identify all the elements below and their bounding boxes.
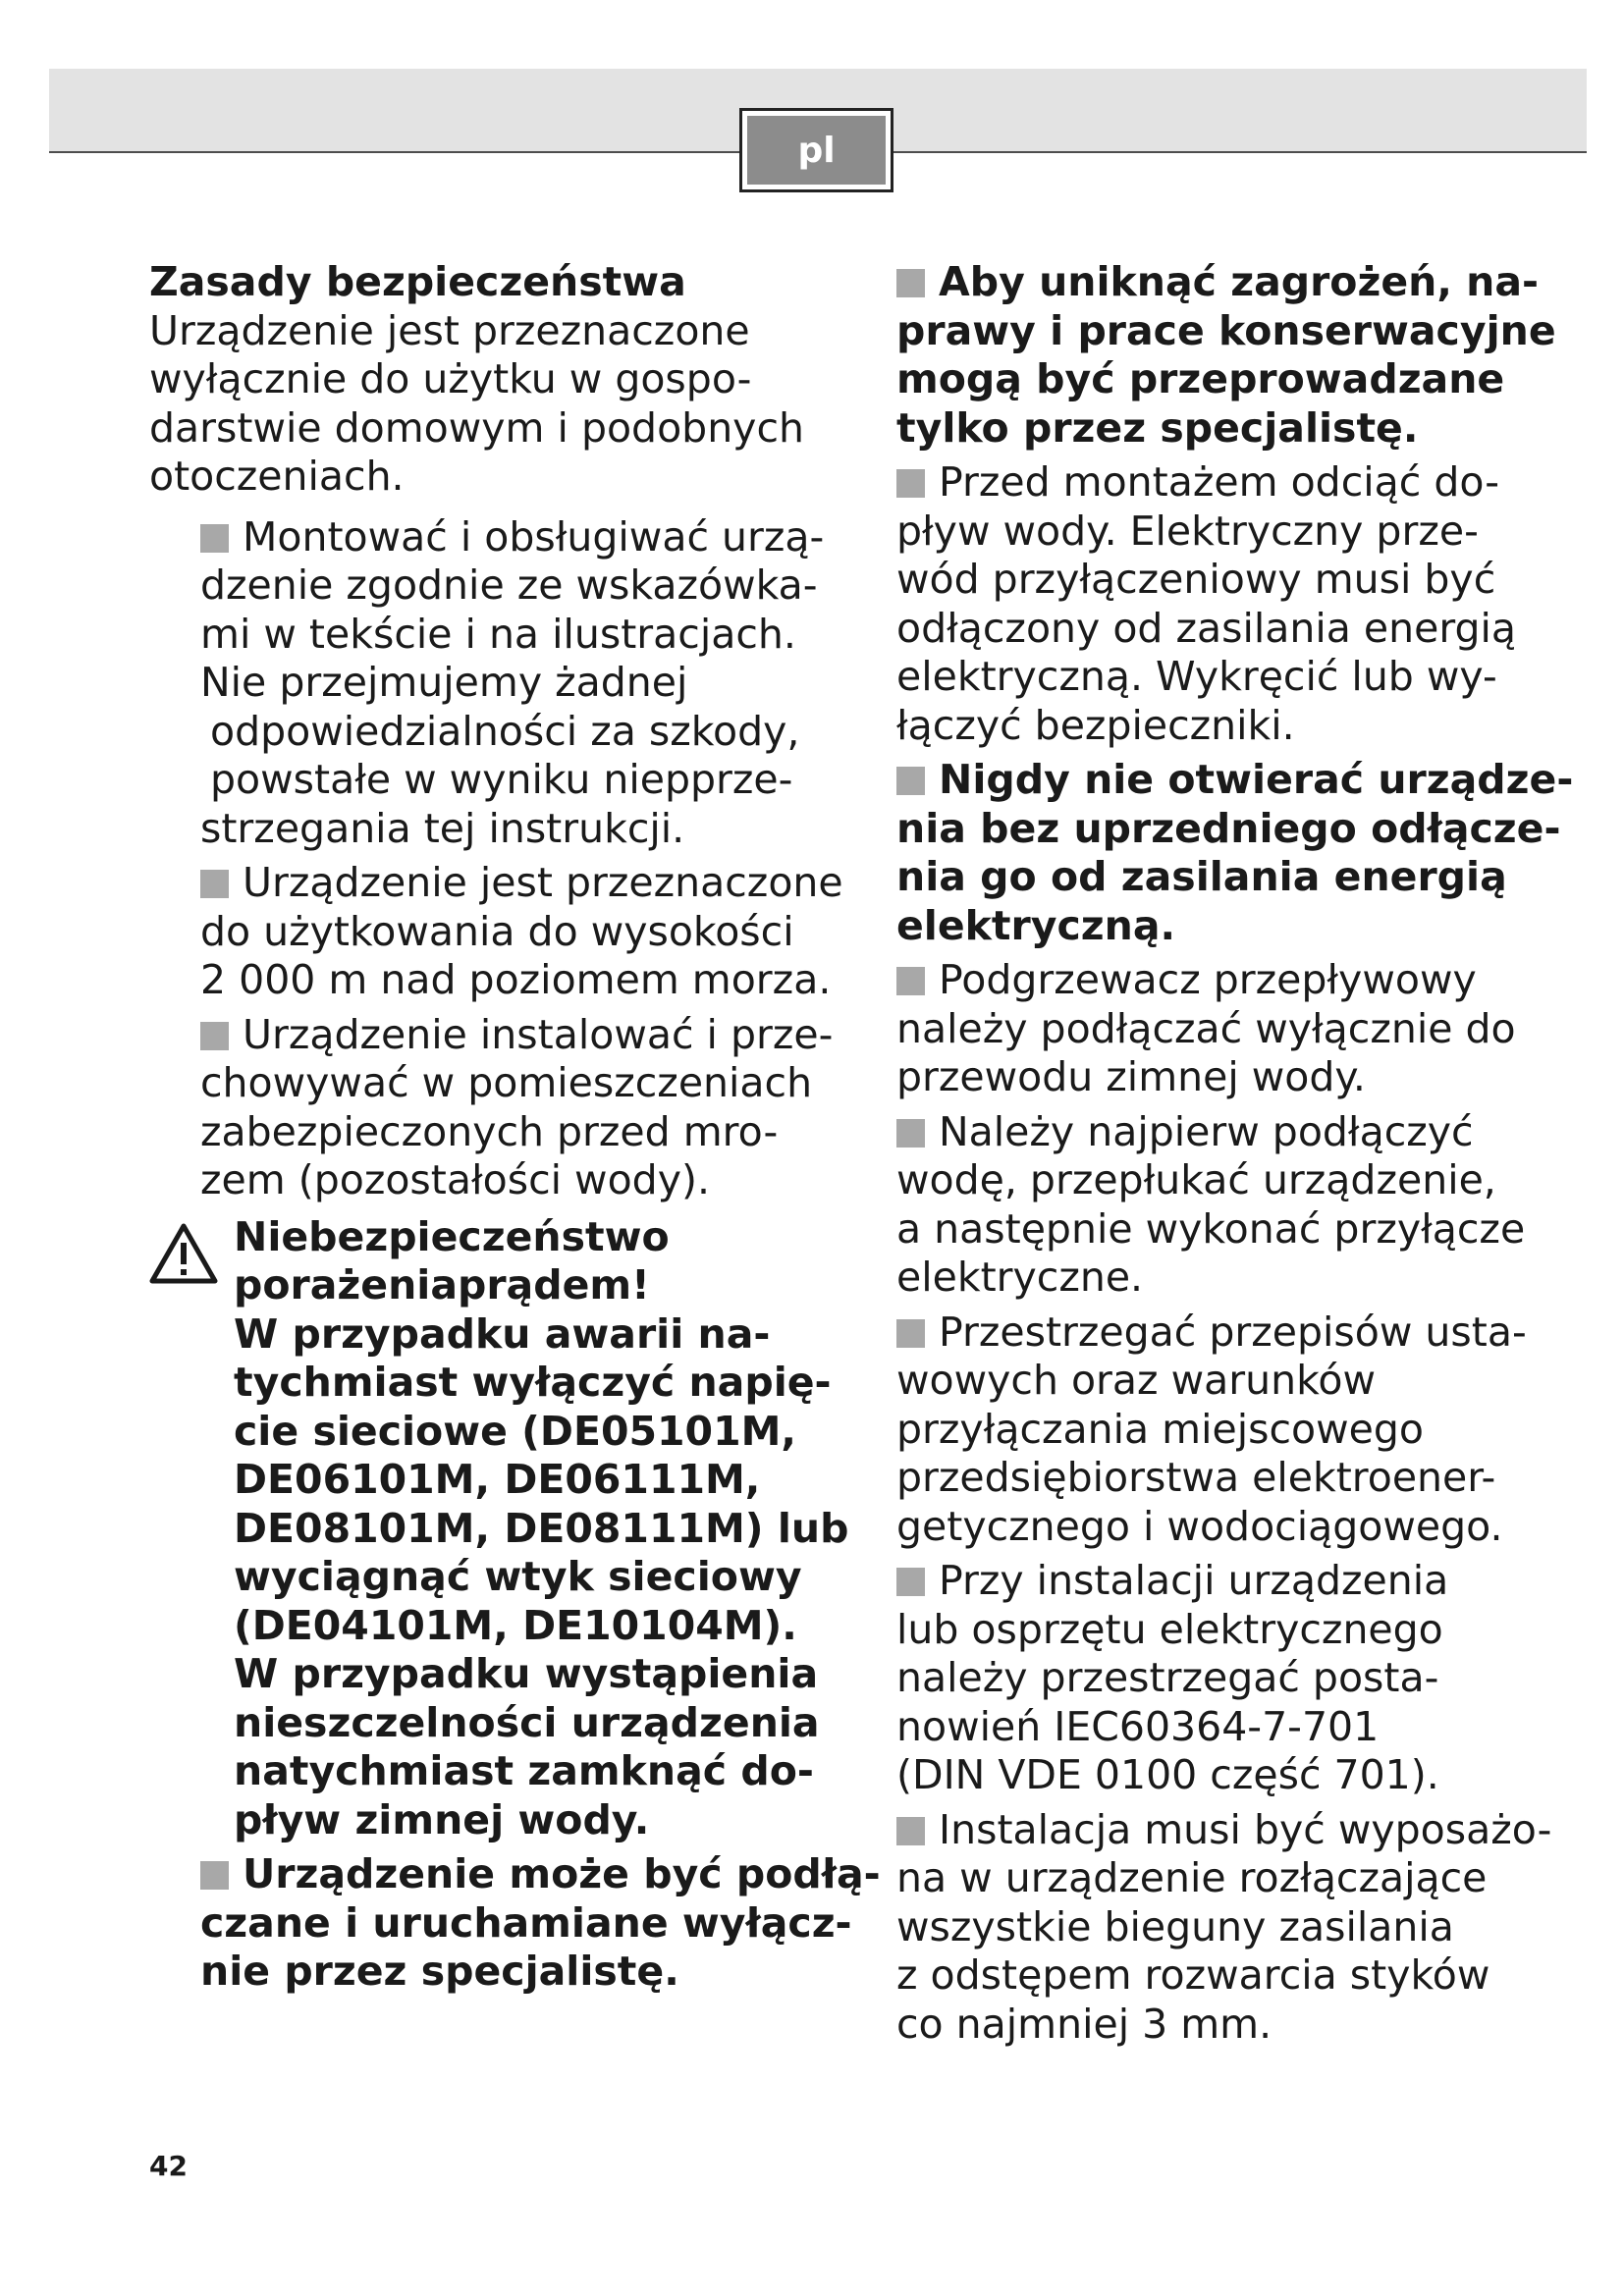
safety-item <box>896 1108 1544 1303</box>
item-line: tylko przez specjalistę. <box>896 403 1419 452</box>
safety-item <box>200 1011 846 1205</box>
item-line: prawy i prace konserwacyjne <box>896 306 1556 354</box>
item-line: Aby uniknąć zagrożeń, na- <box>939 258 1540 305</box>
intro-line: otoczeniach. <box>149 453 405 500</box>
item-line: nowień IEC60364-7-701 <box>896 1702 1380 1750</box>
item-line: wód przyłączeniowy musi być <box>896 556 1496 603</box>
bullet-square-icon <box>200 524 229 553</box>
item-line: wodę, przepłukać urządzenie, <box>896 1156 1496 1203</box>
item-line: przyłączania miejscowego <box>896 1405 1424 1453</box>
intro-line: darstwie domowym i podobnych <box>149 403 804 452</box>
item-line: przewodu zimnej wody. <box>896 1053 1366 1100</box>
warning-triangle-icon <box>149 1223 218 1284</box>
safety-item-bold <box>896 756 1574 950</box>
safety-item <box>896 1308 1544 1552</box>
item-line: nia go od zasilania energią <box>896 853 1507 900</box>
item-line: zabezpieczonych przed mro- <box>200 1107 779 1155</box>
safety-item <box>896 458 1544 750</box>
left-column <box>149 258 881 2002</box>
item-line: należy podłączać wyłącznie do <box>896 1004 1516 1052</box>
item-line: odłączony od zasilania energią <box>896 604 1517 652</box>
language-label: pl <box>747 116 886 185</box>
item-line: Montować i obsługiwać urzą- <box>243 512 825 561</box>
item-line: do użytkowania do wysokości <box>200 907 794 955</box>
item-line: 2 000 m nad poziomem morza. <box>200 956 832 1003</box>
item-line: Należy najpierw podłączyć <box>939 1107 1474 1155</box>
intro-paragraph <box>149 307 846 502</box>
item-line: (DIN VDE 0100 część 701). <box>896 1751 1439 1798</box>
warning-line: (DE04101M, DE10104M). <box>234 1601 797 1649</box>
item-line: wszystkie bieguny zasilania <box>896 1902 1454 1950</box>
safety-item <box>200 513 846 854</box>
item-line: mi w tekście i na ilustracjach. <box>200 610 796 658</box>
item-line: Instalacja musi być wyposażo- <box>939 1805 1552 1853</box>
warning-line: pływ zimnej wody. <box>234 1795 650 1843</box>
item-line: chowywać w pomieszczeniach <box>200 1059 813 1106</box>
warning-line: porażeniaprądem! <box>234 1261 650 1308</box>
safety-item <box>200 859 846 1005</box>
safety-item <box>896 1557 1544 1800</box>
warning-line: DE06101M, DE06111M, <box>234 1456 761 1503</box>
warning-line: W przypadku wystąpienia <box>234 1650 819 1697</box>
item-line: zem (pozostałości wody). <box>200 1156 710 1203</box>
bullet-square-icon <box>200 870 229 898</box>
item-line: getycznego i wodociągowego. <box>896 1502 1503 1550</box>
intro-line: wyłącznie do użytku w gospo- <box>149 355 752 402</box>
item-line: mogą być przeprowadzane <box>896 355 1505 402</box>
item-line: lub osprzętu elektrycznego <box>896 1605 1443 1653</box>
item-line: wowych oraz warunków <box>896 1357 1376 1404</box>
item-line: Podgrzewacz przepływowy <box>939 956 1477 1003</box>
bullet-square-icon <box>200 1022 229 1050</box>
safety-item <box>896 1805 1552 2050</box>
item-line: elektryczną. <box>896 901 1176 949</box>
bullet-square-icon <box>896 1319 925 1348</box>
item-line: Nigdy nie otwierać urządze- <box>939 756 1574 803</box>
bullet-square-icon <box>896 967 925 995</box>
warning-line: natychmiast zamknąć do- <box>234 1747 814 1794</box>
bullet-square-icon <box>896 1568 925 1596</box>
language-tab <box>739 108 893 192</box>
item-line: przedsiębiorstwa elektroener- <box>896 1454 1496 1501</box>
warning-line: Niebezpieczeństwo <box>234 1212 670 1260</box>
warning-line: nieszczelności urządzenia <box>234 1698 820 1746</box>
item-line: na w urządzenie rozłączające <box>896 1854 1488 1901</box>
bullet-square-icon <box>896 767 925 795</box>
item-line: strzegania tej instrukcji. <box>200 804 685 852</box>
item-line: czane i uruchamiane wyłącz- <box>200 1898 852 1947</box>
item-line: odpowiedzialności za szkody, <box>210 707 800 755</box>
item-line: Urządzenie może być podłą- <box>243 1850 881 1897</box>
item-line: co najmniej 3 mm. <box>896 2000 1272 2048</box>
page-number: 42 <box>149 2150 188 2182</box>
safety-item-bold <box>896 258 1556 453</box>
item-line: powstałe w wyniku niepprze- <box>210 756 793 803</box>
item-line: nia bez uprzedniego odłącze- <box>896 804 1561 852</box>
section-heading: Zasady bezpieczeństwa <box>149 258 686 305</box>
item-line: Urządzenie jest przeznaczone <box>243 859 843 906</box>
warning-line: DE08101M, DE08111M) lub <box>234 1504 849 1552</box>
item-line: Nie przejmujemy żadnej <box>200 659 688 706</box>
item-line: Przed montażem odciąć do- <box>939 458 1499 506</box>
item-line: a następnie wykonać przyłącze <box>896 1204 1526 1253</box>
warning-line: wyciągnąć wtyk sieciowy <box>234 1553 802 1600</box>
right-column <box>896 258 1574 2055</box>
item-line: dzenie zgodnie ze wskazówka- <box>200 561 818 609</box>
safety-item-bold <box>200 1850 881 1997</box>
item-line: łączyć bezpieczniki. <box>896 701 1295 749</box>
item-line: elektryczną. Wykręcić lub wy- <box>896 653 1497 700</box>
safety-item <box>896 956 1544 1102</box>
item-line: z odstępem rozwarcia styków <box>896 1951 1490 1999</box>
bullet-square-icon <box>896 1817 925 1845</box>
item-line: należy przestrzegać posta- <box>896 1654 1439 1701</box>
electric-shock-warning <box>234 1212 849 1845</box>
bullet-square-icon <box>896 469 925 498</box>
item-line: Przestrzegać przepisów usta- <box>939 1308 1527 1356</box>
bullet-square-icon <box>896 269 925 297</box>
bullet-square-icon <box>896 1119 925 1148</box>
item-line: Przy instalacji urządzenia <box>939 1557 1449 1604</box>
bullet-square-icon <box>200 1861 229 1890</box>
item-line: nie przez specjalistę. <box>200 1948 679 1995</box>
warning-line: tychmiast wyłączyć napię- <box>234 1359 832 1406</box>
item-line: pływ wody. Elektryczny prze- <box>896 507 1479 555</box>
item-line: elektryczne. <box>896 1254 1144 1301</box>
warning-line: W przypadku awarii na- <box>234 1309 771 1358</box>
item-line: Urządzenie instalować i prze- <box>243 1010 834 1058</box>
intro-line: Urządzenie jest przeznaczone <box>149 306 750 354</box>
warning-line: cie sieciowe (DE05101M, <box>234 1407 796 1455</box>
